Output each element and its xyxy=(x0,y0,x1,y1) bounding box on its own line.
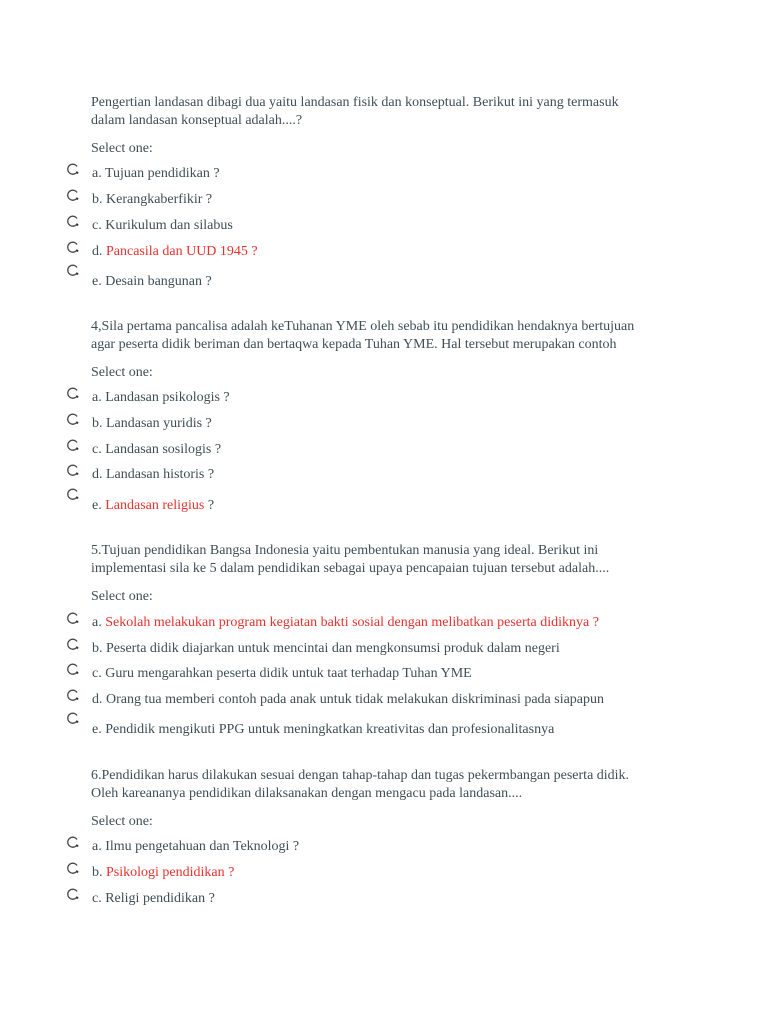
select-one-label: Select one: xyxy=(91,589,153,604)
radio-icon[interactable] xyxy=(66,887,80,901)
option-prefix: a. xyxy=(92,166,102,181)
option-label xyxy=(92,721,554,739)
option-prefix: b. xyxy=(92,416,103,431)
option-label xyxy=(92,691,604,709)
option-text: Pendidik mengikuti PPG untuk meningkatkan kreativitas dan profesionalitasnya xyxy=(105,722,555,737)
question-line: 5.Tujuan pendidikan Bangsa Indonesia yaitu pembentukan manusia yang ideal. Berikut ini xyxy=(91,543,599,558)
option-prefix: b. xyxy=(92,192,103,207)
radio-icon[interactable] xyxy=(66,688,80,702)
question-text xyxy=(91,542,691,578)
radio-icon[interactable] xyxy=(66,861,80,875)
option-text: Tujuan pendidikan ? xyxy=(104,166,220,181)
option-label xyxy=(92,466,214,484)
radio-icon[interactable] xyxy=(66,637,80,651)
option-prefix: c. xyxy=(92,666,102,681)
option-text: Landasan yuridis ? xyxy=(106,416,212,431)
radio-icon[interactable] xyxy=(66,662,80,676)
option-label xyxy=(92,165,220,183)
option-label xyxy=(92,273,212,291)
option-text: Peserta didik diajarkan untuk mencintai dan mengkonsumsi produk dalam negeri xyxy=(106,641,560,656)
radio-icon[interactable] xyxy=(66,162,80,176)
option-a[interactable] xyxy=(0,614,768,634)
option-d[interactable] xyxy=(0,243,768,263)
option-label xyxy=(92,497,214,515)
option-c[interactable] xyxy=(0,217,768,237)
option-text: Kerangkaberfikir ? xyxy=(106,192,213,207)
option-text: Landasan sosilogis ? xyxy=(105,442,222,457)
question-line: 6.Pendidikan harus dilakukan sesuai dengan tahap-tahap dan tugas pekermbangan peserta didik. xyxy=(91,768,630,783)
option-b[interactable] xyxy=(0,415,768,435)
option-label xyxy=(92,217,233,235)
option-text: Landasan religius xyxy=(105,498,205,513)
option-text: Orang tua memberi contoh pada anak untuk tidak melakukan diskriminasi pada siapapun xyxy=(106,692,605,707)
option-label xyxy=(92,389,230,407)
option-a[interactable] xyxy=(0,165,768,185)
question-line: Pengertian landasan dibagi dua yaitu landasan fisik dan konseptual. Berikut ini yang termasuk xyxy=(91,95,619,110)
question-line: dalam landasan konseptual adalah....? xyxy=(91,113,303,128)
select-one-label: Select one: xyxy=(91,365,153,380)
option-prefix: b. xyxy=(92,865,103,880)
option-text: Landasan psikologis ? xyxy=(105,390,230,405)
option-label xyxy=(92,614,599,632)
option-prefix: a. xyxy=(92,390,102,405)
option-b[interactable] xyxy=(0,191,768,211)
option-prefix: a. xyxy=(92,839,102,854)
radio-icon[interactable] xyxy=(66,438,80,452)
radio-icon[interactable] xyxy=(66,711,80,725)
radio-icon[interactable] xyxy=(66,188,80,202)
option-prefix: c. xyxy=(92,442,102,457)
question-text xyxy=(91,318,691,354)
option-label xyxy=(92,640,560,658)
option-prefix: d. xyxy=(92,467,103,482)
option-c[interactable] xyxy=(0,441,768,461)
option-prefix: c. xyxy=(92,218,102,233)
option-text: Kurikulum dan silabus xyxy=(105,218,233,233)
radio-icon[interactable] xyxy=(66,487,80,501)
option-prefix: e. xyxy=(92,498,102,513)
option-e[interactable] xyxy=(0,721,768,741)
option-prefix: e. xyxy=(92,274,102,289)
option-label xyxy=(92,191,212,209)
question-line: agar peserta didik beriman dan bertaqwa kepada Tuhan YME. Hal tersebut merupakan contoh xyxy=(91,337,617,352)
question-line: 4,Sila pertama pancalisa adalah keTuhanan YME oleh sebab itu pendidikan hendaknya bertujuan xyxy=(91,319,635,334)
radio-icon[interactable] xyxy=(66,240,80,254)
option-a[interactable] xyxy=(0,838,768,858)
radio-icon[interactable] xyxy=(66,611,80,625)
option-prefix: c. xyxy=(92,891,102,906)
option-text: Sekolah melakukan program kegiatan bakti sosial dengan melibatkan peserta didiknya ? xyxy=(105,615,599,630)
select-one-label: Select one: xyxy=(91,141,153,156)
option-label xyxy=(92,890,215,908)
radio-icon[interactable] xyxy=(66,263,80,277)
option-d[interactable] xyxy=(0,466,768,486)
option-text: Pancasila dan UUD 1945 ? xyxy=(106,244,258,259)
question-line: implementasi sila ke 5 dalam pendidikan sebagai upaya pencapaian tujuan tersebut adalah.... xyxy=(91,561,610,576)
option-prefix: d. xyxy=(92,244,103,259)
radio-icon[interactable] xyxy=(66,835,80,849)
option-prefix: b. xyxy=(92,641,103,656)
option-label xyxy=(92,864,234,882)
option-text: Ilmu pengetahuan dan Teknologi ? xyxy=(105,839,300,854)
question-text xyxy=(91,767,691,803)
question-line: Oleh kareananya pendidikan dilaksanakan dengan mengacu pada landasan.... xyxy=(91,786,523,801)
option-text: Desain bangunan ? xyxy=(105,274,212,289)
radio-icon[interactable] xyxy=(66,412,80,426)
option-text: Landasan historis ? xyxy=(106,467,215,482)
option-prefix: d. xyxy=(92,692,103,707)
radio-icon[interactable] xyxy=(66,214,80,228)
option-text: Guru mengarahkan peserta didik untuk taat terhadap Tuhan YME xyxy=(105,666,472,681)
option-e[interactable] xyxy=(0,273,768,293)
option-prefix: a. xyxy=(92,615,102,630)
option-text: Psikologi pendidikan ? xyxy=(106,865,235,880)
option-label xyxy=(92,243,258,261)
option-b[interactable] xyxy=(0,640,768,660)
option-c[interactable] xyxy=(0,665,768,685)
option-label xyxy=(92,838,299,856)
radio-icon[interactable] xyxy=(66,386,80,400)
option-suffix: ? xyxy=(204,498,215,513)
option-label xyxy=(92,415,212,433)
question-text xyxy=(91,94,691,130)
option-text: Religi pendidikan ? xyxy=(105,891,215,906)
option-a[interactable] xyxy=(0,389,768,409)
option-b[interactable] xyxy=(0,864,768,884)
option-d[interactable] xyxy=(0,691,768,711)
option-label xyxy=(92,441,221,459)
option-c[interactable] xyxy=(0,890,768,910)
option-prefix: e. xyxy=(92,722,102,737)
radio-icon[interactable] xyxy=(66,463,80,477)
option-label xyxy=(92,665,472,683)
select-one-label: Select one: xyxy=(91,814,153,829)
option-e[interactable] xyxy=(0,497,768,517)
